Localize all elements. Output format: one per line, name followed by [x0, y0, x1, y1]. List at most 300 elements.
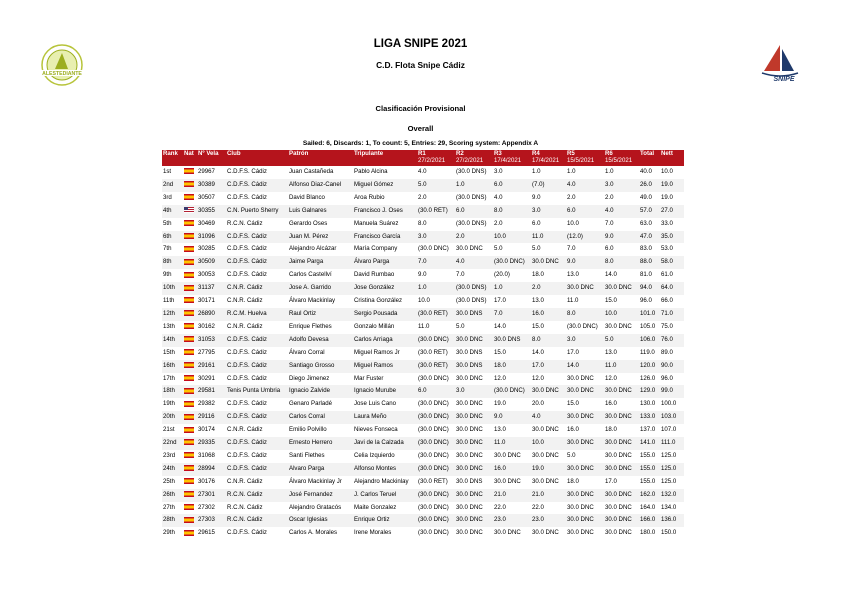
cell-r1: 8.0	[418, 219, 427, 227]
cell-helm: Ernesto Herrero	[288, 437, 353, 450]
cell-r6: 8.0	[604, 256, 639, 269]
spain-flag-icon	[184, 414, 194, 420]
cell-r6: 4.0	[604, 205, 639, 218]
table-row	[162, 243, 684, 256]
cell-r2: 7.0	[456, 271, 465, 279]
cell-sail: 30509	[197, 256, 226, 269]
cell-helm: Carlos Corral	[288, 411, 353, 424]
cell-r3: 30.0 DNC	[494, 529, 521, 537]
cell-total: 120.0	[639, 360, 660, 373]
cell-nat	[183, 179, 197, 192]
table-row	[162, 502, 684, 515]
cell-nat	[183, 243, 197, 256]
cell-r6: 9.0	[604, 231, 639, 244]
cell-r5: 13.0	[567, 271, 579, 279]
cell-nat	[183, 527, 197, 540]
cell-r1: (30.0 DNC)	[418, 529, 449, 537]
cell-r4: 16.0	[531, 308, 566, 321]
cell-helm: Álvaro Corral	[289, 348, 325, 356]
table-row	[162, 269, 684, 282]
cell-crew: Nieves Fonseca	[354, 426, 398, 434]
cell-nett: 125.0	[660, 463, 684, 476]
table-row	[162, 373, 684, 386]
cell-total: 83.0	[640, 245, 652, 253]
cell-total: 26.0	[639, 179, 660, 192]
column-header	[288, 150, 353, 166]
spain-flag-icon	[184, 181, 194, 187]
cell-sail: 29116	[197, 411, 226, 424]
cell-rank: 28th	[162, 514, 183, 527]
cell-sail: 30162	[198, 322, 215, 330]
cell-r4: 12.0	[532, 374, 544, 382]
cell-r2: 30.0 DNS	[456, 348, 483, 356]
column-header-label: Rank	[163, 150, 178, 157]
cell-crew: Maite Gonzalez	[354, 503, 397, 511]
cell-sail: 30291	[198, 374, 215, 382]
cell-total: 133.0	[639, 411, 660, 424]
cell-r6: 7.0	[605, 219, 614, 227]
cell-total: 94.0	[639, 282, 660, 295]
cell-sail: 29581	[197, 385, 226, 398]
column-header	[197, 150, 226, 166]
spain-flag-icon	[184, 272, 194, 278]
cell-total: 141.0	[639, 437, 660, 450]
cell-r4: 30.0 DNC	[532, 426, 559, 434]
cell-r4: 2.0	[531, 282, 566, 295]
cell-club: C.D.F.S. Cádiz	[226, 437, 288, 450]
cell-r5: 30.0 DNC	[567, 529, 594, 537]
cell-r4: 3.0	[531, 205, 566, 218]
spain-flag-icon	[184, 349, 194, 355]
cell-club: C.D.F.S. Cádiz	[227, 400, 267, 408]
cell-sail: 30507	[198, 193, 215, 201]
cell-r5: 30.0 DNC	[566, 514, 604, 527]
cell-nett: 58.0	[660, 256, 684, 269]
cell-crew: Miguel Ramos Jr	[354, 348, 400, 356]
cell-r2: 30.0 DNC	[455, 437, 493, 450]
cell-nat	[183, 347, 197, 360]
cell-nett: 71.0	[660, 308, 684, 321]
cell-r2: 30.0 DNC	[455, 489, 493, 502]
cell-nat	[183, 489, 197, 502]
cell-sail: 31096	[197, 231, 226, 244]
column-header	[353, 150, 417, 166]
cell-r4: 8.0	[531, 334, 566, 347]
cell-total: 162.0	[639, 489, 660, 502]
cell-crew: Francisco García	[353, 231, 417, 244]
cell-nett: 125.0	[661, 477, 677, 485]
cell-crew: María Company	[354, 245, 398, 253]
cell-r6: 30.0 DNC	[604, 282, 639, 295]
cell-r2: (30.0 DNS)	[456, 193, 487, 201]
cell-r5: 4.0	[566, 179, 604, 192]
cell-r5: 14.0	[566, 360, 604, 373]
column-header	[455, 150, 493, 166]
spain-flag-icon	[184, 388, 194, 394]
cell-r5: 7.0	[567, 245, 576, 253]
cell-r3: 17.0	[494, 297, 506, 305]
cell-sail: 29161	[197, 360, 226, 373]
cell-nett: 35.0	[660, 231, 684, 244]
cell-r3: 23.0	[493, 514, 531, 527]
cell-r2: (30.0 DNS)	[455, 282, 493, 295]
cell-club: C.N.R. Cádiz	[227, 426, 263, 434]
cell-nett: 33.0	[661, 219, 673, 227]
cell-crew: Aroa Rubio	[354, 193, 385, 201]
cell-r2: 30.0 DNC	[455, 514, 493, 527]
cell-club: C.D.F.S. Cádiz	[226, 231, 288, 244]
spain-flag-icon	[184, 465, 194, 471]
cell-crew: Cristina González	[354, 297, 403, 305]
spain-flag-icon	[184, 452, 194, 458]
page-title: LIGA SNIPE 2021	[373, 38, 468, 50]
cell-nat	[183, 437, 197, 450]
cell-nat	[183, 269, 197, 282]
cell-nat	[183, 373, 197, 386]
cell-r4: 10.0	[531, 437, 566, 450]
cell-nat	[183, 218, 197, 231]
spain-flag-icon	[184, 336, 194, 342]
cell-r5: 9.0	[566, 256, 604, 269]
cell-total: 137.0	[640, 426, 656, 434]
cell-club: C.D.F.S. Cádiz	[226, 360, 288, 373]
cell-r6: 30.0 DNC	[605, 451, 632, 459]
cell-r4: 1.0	[532, 168, 541, 175]
table-row	[162, 347, 684, 360]
table-row	[162, 424, 684, 437]
cell-total: 96.0	[640, 297, 652, 305]
cell-helm: Carlos A. Morales	[289, 529, 338, 537]
column-header	[660, 150, 684, 166]
cell-rank: 21st	[163, 426, 175, 434]
cell-total: 129.0	[639, 385, 660, 398]
cell-rank: 3rd	[163, 193, 172, 201]
spain-flag-icon	[184, 297, 194, 303]
cell-r1: (30.0 RET)	[417, 360, 455, 373]
column-header	[183, 150, 197, 166]
left-logo-text: ALESTEDIANTE	[42, 71, 82, 77]
cell-r3: 6.0	[493, 179, 531, 192]
column-header-label: Nº Vela	[198, 150, 219, 157]
cell-r2: 4.0	[455, 256, 493, 269]
cell-total: 126.0	[640, 374, 656, 382]
cell-nat	[183, 192, 197, 205]
cell-crew: Manuela Suárez	[354, 219, 399, 227]
cell-r4: 30.0 DNC	[531, 256, 566, 269]
cell-r3: (30.0 DNC)	[493, 256, 531, 269]
cell-rank: 27th	[163, 503, 175, 511]
cell-r1: (30.0 RET)	[417, 308, 455, 321]
cell-rank: 12th	[162, 308, 183, 321]
cell-r3: 9.0	[493, 411, 531, 424]
results-table	[162, 150, 684, 540]
cell-r4: 17.0	[531, 360, 566, 373]
cell-helm: Alejandro Gratacós	[289, 503, 342, 511]
cell-r4: 14.0	[532, 348, 544, 356]
cell-r1: (30.0 RET)	[418, 348, 448, 356]
spain-flag-icon	[184, 310, 194, 316]
cell-r5: 6.0	[566, 205, 604, 218]
cell-r3: 1.0	[493, 282, 531, 295]
cell-nett: 19.0	[660, 179, 684, 192]
cell-r6: 15.0	[605, 297, 617, 305]
cell-r3: (30.0 DNC)	[493, 385, 531, 398]
cell-crew: Celia Izquierdo	[354, 451, 395, 459]
cell-crew: David Rumbao	[354, 271, 395, 279]
cell-club: C.D.F.S. Cádiz	[227, 374, 267, 382]
cell-sail: 30174	[198, 426, 215, 434]
cell-rank: 24th	[162, 463, 183, 476]
cell-club: R.C.M. Huelva	[226, 308, 288, 321]
column-header-date: 17/4/2021	[532, 157, 560, 164]
cell-r4: 15.0	[532, 322, 544, 330]
cell-nat	[183, 282, 197, 295]
cell-rank: 17th	[163, 374, 175, 382]
cell-club: C.N. Puerto Sherry	[226, 205, 288, 218]
cell-club: C.D.F.S. Cádiz	[227, 193, 267, 201]
cell-helm: Alejandro Alcázar	[289, 245, 337, 253]
cell-r4: (7.0)	[531, 179, 566, 192]
cell-nat	[183, 231, 197, 244]
cell-r2: 30.0 DNC	[456, 451, 483, 459]
cell-helm: Luis Galnares	[288, 205, 353, 218]
cell-total: 164.0	[640, 503, 656, 511]
cell-nett: 27.0	[660, 205, 684, 218]
cell-rank: 18th	[162, 385, 183, 398]
cell-r4: 6.0	[532, 219, 541, 227]
cell-sail: 30355	[197, 205, 226, 218]
column-header-date: 27/2/2021	[456, 157, 484, 164]
cell-r6: 30.0 DNC	[604, 385, 639, 398]
table-row	[162, 192, 684, 205]
cell-crew: Laura Meño	[353, 411, 417, 424]
cell-crew: Jose Luis Cano	[354, 400, 397, 408]
cell-rank: 5th	[163, 219, 172, 227]
cell-helm: Ignacio Zalvide	[288, 385, 353, 398]
cell-r1: 2.0	[418, 193, 427, 201]
cell-rank: 15th	[163, 348, 175, 356]
spain-flag-icon	[184, 530, 194, 536]
cell-total: 106.0	[639, 334, 660, 347]
spain-flag-icon	[184, 233, 194, 239]
cell-crew: Miguel Ramos	[353, 360, 417, 373]
cell-club: C.D.F.S. Cádiz	[226, 256, 288, 269]
cell-r5: 17.0	[567, 348, 579, 356]
column-header-label: R3	[494, 150, 502, 157]
cell-total: 155.0	[639, 463, 660, 476]
cell-nat	[183, 166, 197, 179]
cell-helm: Jaime Parga	[288, 256, 353, 269]
right-logo-text: SNIPE	[773, 76, 795, 83]
column-header-date: 15/5/2021	[567, 157, 595, 164]
category-heading: Overall	[407, 124, 434, 133]
cell-nett: 100.0	[661, 400, 677, 408]
cell-r1: 5.0	[417, 179, 455, 192]
cell-rank: 29th	[163, 529, 175, 537]
cell-r3: 19.0	[494, 400, 506, 408]
cell-r2: (30.0 DNS)	[456, 168, 487, 175]
cell-r6: 30.0 DNC	[604, 437, 639, 450]
cell-crew: Irene Morales	[354, 529, 392, 537]
cell-r3: 7.0	[493, 308, 531, 321]
cell-r6: 30.0 DNC	[605, 529, 632, 537]
cell-nat	[183, 321, 197, 334]
cell-r1: (30.0 DNC)	[417, 489, 455, 502]
cell-r4: 20.0	[532, 400, 544, 408]
cell-rank: 14th	[162, 334, 183, 347]
cell-helm: Gerardo Oses	[289, 219, 328, 227]
cell-r2: (30.0 DNS)	[456, 219, 487, 227]
cell-rank: 22nd	[162, 437, 183, 450]
cell-nett: 61.0	[661, 271, 673, 279]
spain-flag-icon	[184, 246, 194, 252]
cell-nett: 99.0	[660, 385, 684, 398]
cell-crew: Sergio Pousada	[353, 308, 417, 321]
cell-r6: 30.0 DNC	[605, 503, 632, 511]
cell-crew: Francisco J. Oses	[353, 205, 417, 218]
cell-r5: 30.0 DNC	[566, 489, 604, 502]
cell-r5: 3.0	[566, 334, 604, 347]
spain-flag-icon	[184, 427, 194, 433]
column-header	[493, 150, 531, 166]
spain-flag-icon	[184, 504, 194, 510]
column-header	[162, 150, 183, 166]
cell-helm: Álvaro Mackinlay Jr	[289, 477, 342, 485]
cell-rank: 11th	[163, 297, 175, 305]
cell-nett: 150.0	[661, 529, 677, 537]
cell-r2: 30.0 DNC	[456, 374, 483, 382]
cell-rank: 20th	[162, 411, 183, 424]
spain-flag-icon	[184, 375, 194, 381]
cell-r3: 4.0	[494, 193, 503, 201]
cell-club: R.C.N. Cádiz	[226, 514, 288, 527]
cell-r1: (30.0 DNC)	[417, 463, 455, 476]
cell-helm: Alvaro Parga	[288, 463, 353, 476]
cell-sail: 27795	[198, 348, 215, 356]
cell-helm: Oscar Iglesias	[288, 514, 353, 527]
column-header	[531, 150, 566, 166]
column-header-label: Total	[640, 150, 655, 157]
cell-rank: 1st	[163, 168, 172, 175]
cell-r3: 22.0	[494, 503, 506, 511]
cell-r6: 2.0	[605, 193, 614, 201]
cell-r1: 11.0	[418, 322, 430, 330]
cell-club: C.D.F.S. Cádiz	[226, 179, 288, 192]
cell-crew: Jose González	[353, 282, 417, 295]
cell-r4: 5.0	[532, 245, 541, 253]
cell-nat	[183, 205, 197, 218]
cell-nett: 111.0	[660, 437, 684, 450]
cell-r6: 1.0	[605, 168, 614, 175]
cell-r2: 30.0 DNC	[456, 426, 483, 434]
cell-r3: 12.0	[494, 374, 506, 382]
cell-nett: 89.0	[661, 348, 673, 356]
cell-total: 49.0	[640, 193, 652, 201]
cell-r3: 13.0	[494, 426, 506, 434]
cell-r2: 30.0 DNS	[456, 477, 483, 485]
spain-flag-icon	[184, 439, 194, 445]
cell-r3: (20.0)	[494, 271, 510, 279]
cell-r3: 18.0	[493, 360, 531, 373]
cell-r5: 15.0	[567, 400, 579, 408]
cell-r5: 30.0 DNC	[567, 503, 594, 511]
cell-club: C.D.F.S. Cádiz	[226, 411, 288, 424]
cell-total: 130.0	[640, 400, 656, 408]
cell-club: Tenis Punta Umbria	[226, 385, 288, 398]
cell-sail: 30469	[198, 219, 215, 227]
cell-r4: 22.0	[532, 503, 544, 511]
cell-r3: 8.0	[493, 205, 531, 218]
cell-rank: 6th	[162, 231, 183, 244]
cell-nett: 136.0	[660, 514, 684, 527]
cell-total: 47.0	[639, 231, 660, 244]
cell-club: C.D.F.S. Cádiz	[226, 463, 288, 476]
cell-club: C.D.F.S. Cádiz	[227, 348, 267, 356]
spain-flag-icon	[184, 168, 194, 174]
cell-r2: 2.0	[455, 231, 493, 244]
cell-helm: Juan Castañeda	[289, 168, 334, 175]
cell-club: C.D.F.S. Cádiz	[227, 168, 267, 175]
cell-r2: 30.0 DNC	[456, 503, 483, 511]
cell-r6: 17.0	[605, 477, 617, 485]
cell-r1: (30.0 DNC)	[417, 411, 455, 424]
table-row	[162, 282, 684, 295]
column-header-label: Club	[227, 150, 241, 157]
cell-r6: 30.0 DNC	[604, 489, 639, 502]
table-row	[162, 205, 684, 218]
usa-flag-icon	[184, 207, 194, 213]
cell-sail: 29967	[198, 168, 215, 175]
spain-flag-icon	[184, 220, 194, 226]
cell-r5: 30.0 DNC	[566, 282, 604, 295]
cell-nat	[183, 334, 197, 347]
cell-club: C.D.F.S. Cádiz	[227, 271, 267, 279]
cell-r3: 5.0	[494, 245, 503, 253]
cell-r4: 30.0 DNC	[532, 529, 559, 537]
cell-helm: Enrique Flethes	[289, 322, 332, 330]
cell-r5: 16.0	[567, 426, 579, 434]
cell-r3: 30.0 DNC	[494, 451, 521, 459]
cell-crew: Enrique Ortiz	[353, 514, 417, 527]
cell-r2: 30.0 DNC	[455, 411, 493, 424]
table-row	[162, 179, 684, 192]
column-header-date: 17/4/2021	[494, 157, 522, 164]
cell-r6: 30.0 DNC	[604, 463, 639, 476]
cell-sail: 30176	[198, 477, 215, 485]
cell-helm: Raul Ortiz	[288, 308, 353, 321]
cell-r2: 5.0	[456, 322, 465, 330]
table-row	[162, 411, 684, 424]
cell-total: 119.0	[640, 348, 655, 356]
table-row	[162, 360, 684, 373]
column-header-label: Nat	[184, 150, 194, 157]
spain-flag-icon	[184, 401, 194, 407]
club-subtitle: C.D. Flota Snipe Cádiz	[376, 60, 465, 70]
cell-r6: 12.0	[605, 374, 617, 382]
column-header-label: R4	[532, 150, 540, 157]
cell-r3: 16.0	[493, 463, 531, 476]
cell-nett: 19.0	[661, 193, 673, 201]
cell-r6: 18.0	[605, 426, 617, 434]
cell-r1: (30.0 DNC)	[418, 451, 449, 459]
cell-nat	[183, 385, 197, 398]
cell-rank: 26th	[162, 489, 183, 502]
cell-helm: Emilio Polvillo	[289, 426, 327, 434]
cell-r1: (30.0 DNC)	[417, 334, 455, 347]
cell-total: 166.0	[639, 514, 660, 527]
cell-r4: 30.0 DNC	[532, 451, 559, 459]
cell-sail: 28994	[197, 463, 226, 476]
